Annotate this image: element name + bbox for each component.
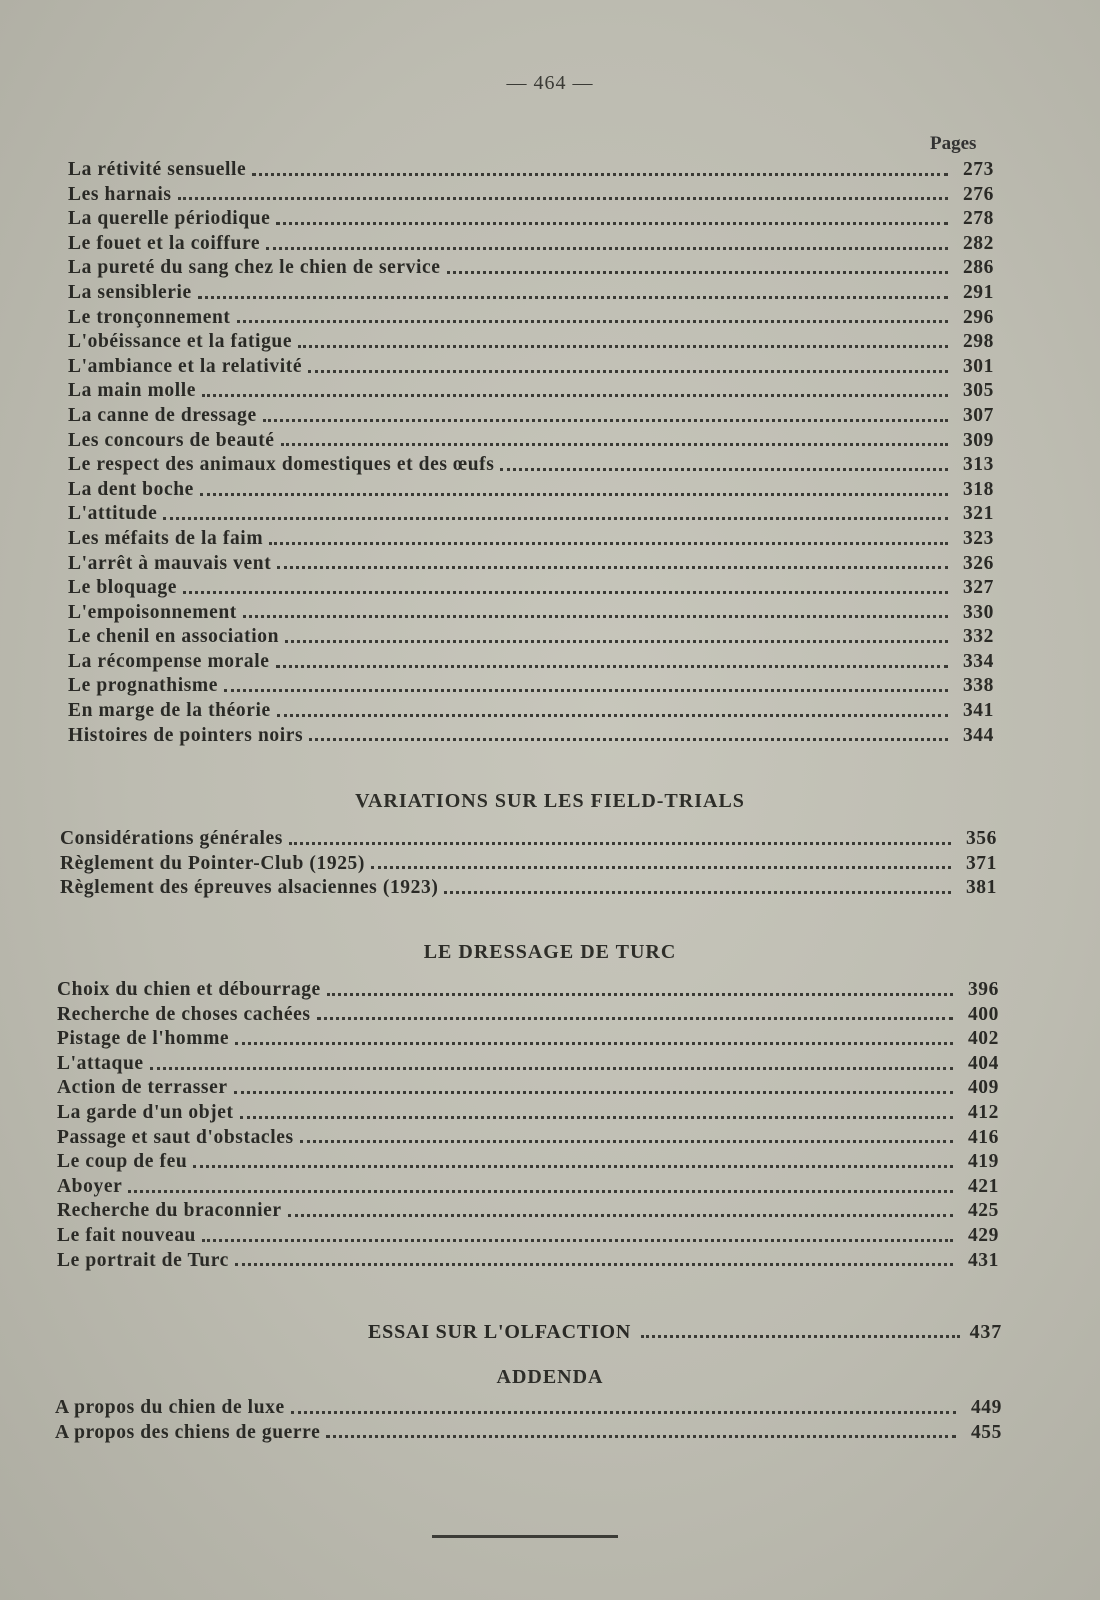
toc-entry: [68, 453, 994, 478]
entry-page: 278: [962, 208, 994, 230]
entry-page: 455: [970, 1421, 1002, 1443]
dot-leader: [183, 591, 948, 594]
entry-page: 356: [965, 828, 997, 849]
toc-entry: [60, 827, 997, 852]
toc-entry: [68, 699, 994, 724]
entry-page: 326: [962, 552, 994, 574]
entry-label: Le fait nouveau: [57, 1224, 197, 1246]
entry-page: 332: [962, 626, 994, 648]
entry-page: 421: [967, 1175, 999, 1197]
entry-label: Le portrait de Turc: [57, 1249, 229, 1271]
dot-leader: [240, 1116, 953, 1119]
dot-leader: [235, 1042, 953, 1045]
entry-label: Le tronçonnement: [68, 306, 231, 328]
dot-leader: [150, 1067, 953, 1070]
dot-leader: [237, 320, 948, 323]
dot-leader: [276, 665, 948, 668]
toc-entry: [55, 1396, 1002, 1421]
entry-page: 327: [962, 577, 994, 599]
entry-label: L'obéissance et la fatigue: [68, 331, 293, 353]
entry-page: 404: [967, 1052, 999, 1074]
entry-page: 371: [965, 852, 997, 874]
entry-page: 400: [967, 1003, 999, 1025]
entry-label: L'attitude: [68, 503, 158, 525]
dot-leader: [202, 1239, 953, 1242]
page-number: — 464 —: [506, 72, 594, 94]
dot-leader: [163, 517, 948, 520]
entry-label: La sensiblerie: [68, 281, 192, 303]
dot-leader: [308, 370, 948, 373]
dot-leader: [252, 173, 948, 176]
toc-entry: [57, 1101, 999, 1126]
entry-label: Recherche de choses cachées: [57, 1003, 311, 1025]
toc-entry-olfaction: [368, 1321, 1002, 1344]
toc-addenda-list: [55, 1396, 1002, 1445]
dot-leader: [277, 566, 948, 569]
entry-page: 321: [962, 503, 994, 525]
entry-page: 282: [962, 232, 994, 254]
toc-entry: [68, 207, 994, 232]
entry-page: 273: [962, 159, 994, 180]
section-title-addenda: ADDENDA: [496, 1366, 604, 1388]
dot-leader: [276, 222, 948, 225]
entry-label: A propos des chiens de guerre: [55, 1421, 321, 1443]
entry-page: 301: [962, 355, 994, 377]
toc-entry: [57, 1076, 999, 1101]
dot-leader: [200, 493, 948, 496]
section-title-field-trials: VARIATIONS SUR LES FIELD-TRIALS: [355, 790, 745, 812]
dot-leader: [193, 1165, 953, 1168]
dot-leader: [128, 1190, 953, 1193]
toc-entry: [68, 306, 994, 331]
toc-entry: [68, 404, 994, 429]
entry-label: La querelle périodique: [68, 208, 271, 230]
entry-label: Le prognathisme: [68, 675, 219, 697]
toc-entry: [68, 502, 994, 527]
entry-label: Le fouet et la coiffure: [68, 232, 261, 254]
entry-label: Pistage de l'homme: [57, 1028, 230, 1050]
entry-label: La dent boche: [68, 478, 194, 500]
entry-label: L'attaque: [57, 1052, 144, 1074]
entry-label: Le chenil en association: [68, 626, 280, 648]
entry-label: La rétivité sensuelle: [68, 159, 247, 180]
entry-page: 437: [969, 1321, 1002, 1343]
toc-entry: [68, 232, 994, 257]
entry-label: Le respect des animaux domestiques et des œufs: [68, 454, 495, 476]
closing-rule: [432, 1535, 618, 1538]
dot-leader: [235, 1263, 953, 1266]
toc-entry: [57, 1027, 999, 1052]
entry-label: L'ambiance et la relativité: [68, 355, 303, 377]
entry-page: 381: [965, 877, 997, 899]
entry-page: 298: [962, 331, 994, 353]
toc-entry: [57, 978, 999, 1003]
dot-leader: [285, 640, 948, 643]
entry-page: 409: [967, 1077, 999, 1099]
toc-entry: [57, 1175, 999, 1200]
toc-entry: [57, 1224, 999, 1249]
entry-page: 338: [962, 675, 994, 697]
toc-entry: [68, 281, 994, 306]
entry-page: 305: [962, 380, 994, 402]
entry-page: 323: [962, 527, 994, 549]
dot-leader: [243, 615, 948, 618]
entry-page: 396: [967, 979, 999, 1000]
entry-page: 341: [962, 700, 994, 722]
entry-label: Les harnais: [68, 183, 172, 205]
toc-entry: [68, 601, 994, 626]
entry-page: 296: [962, 306, 994, 328]
entry-label: La récompense morale: [68, 650, 270, 672]
dot-leader: [300, 1140, 953, 1143]
dot-leader: [288, 1214, 953, 1217]
dot-leader: [277, 714, 948, 717]
entry-label: Considérations générales: [60, 828, 283, 849]
entry-page: 429: [967, 1224, 999, 1246]
toc-field-trials-list: [60, 827, 997, 901]
toc-entry: [68, 355, 994, 380]
entry-page: 318: [962, 478, 994, 500]
entry-page: 307: [962, 404, 994, 426]
dot-leader: [234, 1091, 953, 1094]
entry-label: A propos du chien de luxe: [55, 1397, 285, 1418]
dot-leader: [298, 345, 948, 348]
toc-entry: [57, 1126, 999, 1151]
toc-entry: [60, 852, 997, 877]
dot-leader: [281, 443, 948, 446]
entry-label: Règlement du Pointer-Club (1925): [60, 852, 365, 874]
entry-page: 286: [962, 257, 994, 279]
toc-entry: [68, 379, 994, 404]
toc-entry: [68, 158, 994, 183]
dot-leader: [202, 394, 948, 397]
toc-entry: [68, 552, 994, 577]
entry-label: Passage et saut d'obstacles: [57, 1126, 294, 1148]
toc-dressage-turc-list: [57, 978, 999, 1273]
toc-entry: [68, 330, 994, 355]
dot-leader: [309, 738, 948, 741]
entry-page: 276: [962, 183, 994, 205]
dot-leader: [317, 1017, 953, 1020]
toc-entry: [68, 674, 994, 699]
dot-leader: [641, 1335, 959, 1338]
entry-label: La main molle: [68, 380, 197, 402]
toc-entry: [57, 1052, 999, 1077]
entry-label: Choix du chien et débourrage: [57, 979, 321, 1000]
dot-leader: [289, 842, 951, 845]
toc-entry: [57, 1249, 999, 1274]
entry-label: Recherche du braconnier: [57, 1200, 282, 1222]
toc-entry: [68, 429, 994, 454]
entry-page: 334: [962, 650, 994, 672]
dot-leader: [178, 197, 948, 200]
entry-page: 344: [962, 724, 994, 746]
entry-page: 449: [970, 1397, 1002, 1418]
entry-page: 431: [967, 1249, 999, 1271]
entry-page: 425: [967, 1200, 999, 1222]
toc-entry: [68, 625, 994, 650]
dot-leader: [263, 419, 948, 422]
entry-label: En marge de la théorie: [68, 700, 271, 722]
toc-main-list: [68, 158, 994, 748]
entry-page: 313: [962, 454, 994, 476]
entry-page: 412: [967, 1101, 999, 1123]
section-title-dressage-turc: LE DRESSAGE DE TURC: [423, 941, 677, 963]
entry-page: 330: [962, 601, 994, 623]
entry-label: La pureté du sang chez le chien de service: [68, 257, 441, 279]
toc-entry: [57, 1150, 999, 1175]
toc-entry: [68, 650, 994, 675]
toc-entry: [68, 527, 994, 552]
entry-label: Aboyer: [57, 1175, 123, 1197]
entry-label: ESSAI SUR L'OLFACTION: [368, 1321, 632, 1343]
entry-label: Règlement des épreuves alsaciennes (1923): [60, 877, 439, 899]
dot-leader: [447, 271, 948, 274]
entry-label: Les concours de beauté: [68, 429, 275, 451]
toc-entry: [68, 256, 994, 281]
entry-page: 419: [967, 1151, 999, 1173]
dot-leader: [291, 1411, 956, 1414]
toc-entry: [55, 1421, 1002, 1446]
dot-leader: [269, 542, 948, 545]
toc-entry: [68, 478, 994, 503]
dot-leader: [266, 247, 948, 250]
toc-entry: [68, 724, 994, 749]
dot-leader: [224, 689, 948, 692]
entry-label: Action de terrasser: [57, 1077, 228, 1099]
dot-leader: [326, 1435, 956, 1438]
entry-page: 309: [962, 429, 994, 451]
dot-leader: [327, 993, 953, 996]
entry-label: Histoires de pointers noirs: [68, 724, 304, 746]
entry-label: La garde d'un objet: [57, 1101, 234, 1123]
toc-entry: [68, 576, 994, 601]
dot-leader: [444, 891, 951, 894]
entry-label: Le coup de feu: [57, 1151, 188, 1173]
entry-label: L'arrêt à mauvais vent: [68, 552, 272, 574]
toc-entry: [57, 1199, 999, 1224]
entry-label: La canne de dressage: [68, 404, 257, 426]
entry-page: 291: [962, 281, 994, 303]
entry-page: 416: [967, 1126, 999, 1148]
pages-column-header: Pages: [930, 133, 977, 154]
entry-label: L'empoisonnement: [68, 601, 237, 623]
entry-page: 402: [967, 1028, 999, 1050]
dot-leader: [198, 296, 948, 299]
dot-leader: [371, 866, 951, 869]
entry-label: Le bloquage: [68, 577, 177, 599]
entry-label: Les méfaits de la faim: [68, 527, 264, 549]
toc-entry: [57, 1003, 999, 1028]
toc-entry: [68, 183, 994, 208]
toc-entry: [60, 876, 997, 901]
dot-leader: [500, 468, 948, 471]
